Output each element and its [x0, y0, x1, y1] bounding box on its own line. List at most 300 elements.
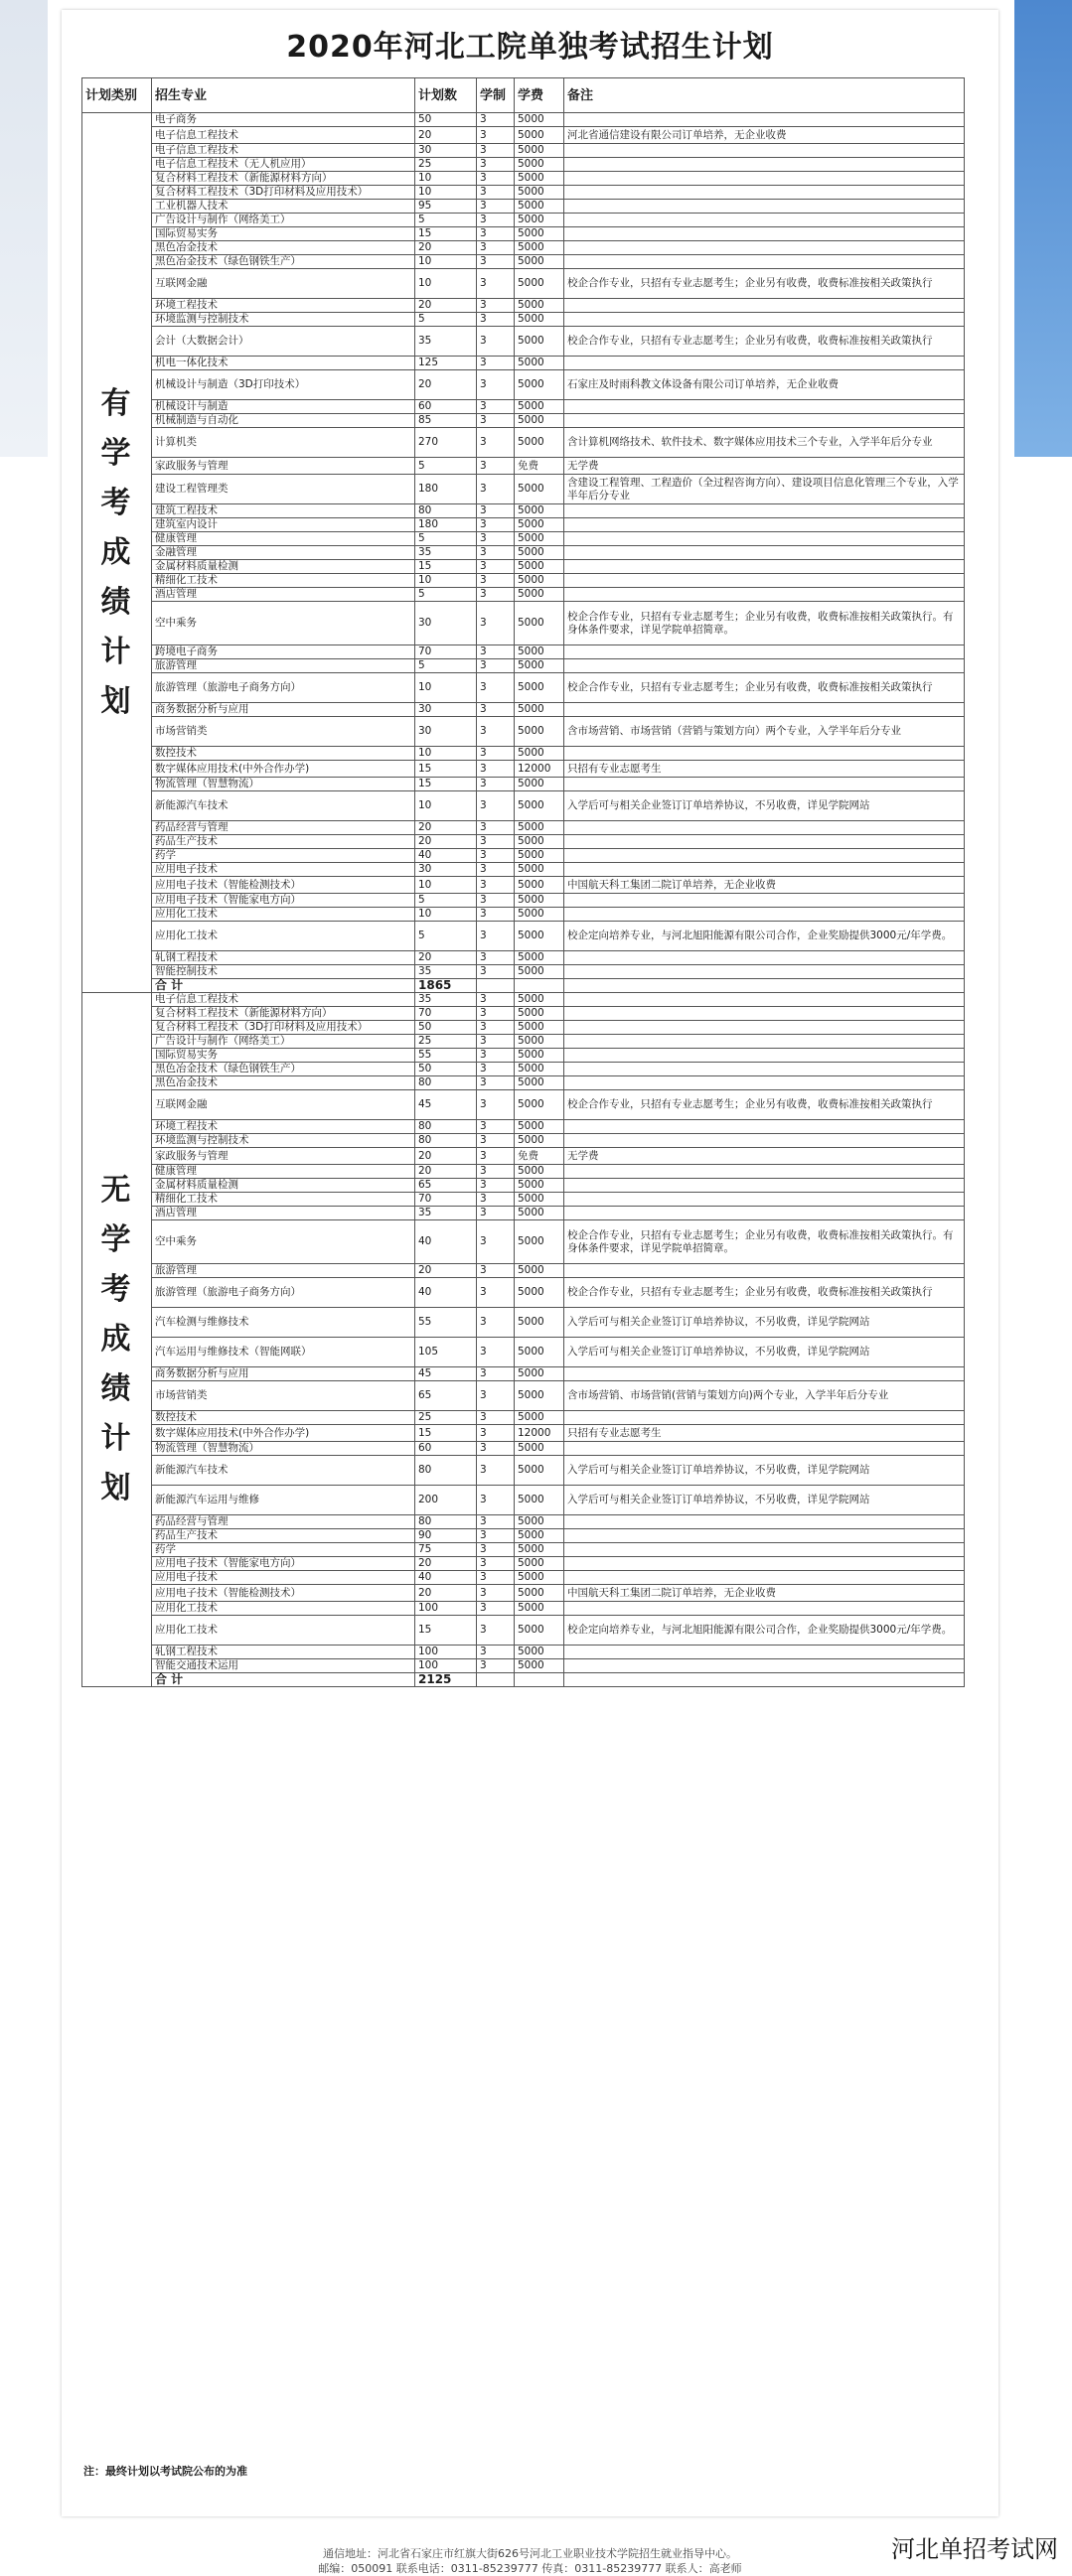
- remark-cell: 校企合作专业，只招有专业志愿考生；企业另有收费，收费标准按相关政策执行: [564, 269, 965, 299]
- duration-cell: 3: [477, 313, 515, 327]
- duration-cell: 3: [477, 414, 515, 428]
- remark-cell: 入学后可与相关企业签订订单培养协议，不另收费，详见学院网站: [564, 1308, 965, 1338]
- major-cell: 物流管理（智慧物流）: [152, 1442, 415, 1456]
- tuition-cell: 5000: [515, 475, 564, 504]
- tuition-cell: 5000: [515, 518, 564, 532]
- table-row: [82, 1090, 965, 1120]
- quota-cell: 45: [415, 1090, 477, 1120]
- admission-plan-table: [81, 77, 965, 1687]
- major-cell: 商务数据分析与应用: [152, 1367, 415, 1381]
- major-cell: 金属材料质量检测: [152, 560, 415, 574]
- table-row: [82, 357, 965, 370]
- tuition-cell: 5000: [515, 327, 564, 357]
- table-row: [82, 1134, 965, 1148]
- remark-cell: 河北省通信建设有限公司订单培养，无企业收费: [564, 127, 965, 144]
- table-row: [82, 908, 965, 922]
- major-cell: 酒店管理: [152, 588, 415, 602]
- quota-cell: 35: [415, 327, 477, 357]
- major-cell: 应用化工技术: [152, 1616, 415, 1646]
- total-row: [82, 1673, 965, 1687]
- table-row: [82, 1585, 965, 1602]
- major-cell: 复合材料工程技术（新能源材料方向）: [152, 1007, 415, 1021]
- table-row: [82, 200, 965, 214]
- remark-cell: [564, 645, 965, 659]
- table-row: [82, 778, 965, 791]
- duration-cell: 3: [477, 1165, 515, 1179]
- quota-cell: 80: [415, 1120, 477, 1134]
- tuition-cell: 5000: [515, 1278, 564, 1308]
- remark-cell: [564, 1543, 965, 1557]
- contact-footer: [62, 2546, 998, 2576]
- major-cell: 电子信息工程技术: [152, 127, 415, 144]
- quota-cell: 15: [415, 560, 477, 574]
- major-cell: 机电一体化技术: [152, 357, 415, 370]
- table-row: [82, 127, 965, 144]
- quota-cell: 10: [415, 186, 477, 200]
- quota-cell: 55: [415, 1049, 477, 1063]
- table-row: [82, 214, 965, 227]
- quota-cell: 15: [415, 227, 477, 241]
- major-cell: 机械设计与制造（3D打印技术）: [152, 370, 415, 400]
- quota-cell: 20: [415, 1557, 477, 1571]
- remark-cell: [564, 1411, 965, 1425]
- tuition-cell: 5000: [515, 965, 564, 979]
- tuition-cell: 5000: [515, 574, 564, 588]
- major-cell: 金属材料质量检测: [152, 1179, 415, 1193]
- quota-cell: 5: [415, 588, 477, 602]
- duration-cell: 3: [477, 1134, 515, 1148]
- quota-cell: 30: [415, 717, 477, 747]
- empty-cell: [477, 1673, 515, 1687]
- quota-cell: 50: [415, 1021, 477, 1035]
- tuition-cell: 5000: [515, 993, 564, 1007]
- major-cell: 应用化工技术: [152, 1602, 415, 1616]
- tuition-cell: 5000: [515, 588, 564, 602]
- tuition-cell: 5000: [515, 1021, 564, 1035]
- table-row: [82, 1278, 965, 1308]
- duration-cell: 3: [477, 1381, 515, 1411]
- remark-cell: [564, 1063, 965, 1076]
- remark-cell: [564, 113, 965, 127]
- duration-cell: 3: [477, 269, 515, 299]
- table-row: [82, 965, 965, 979]
- quota-cell: 10: [415, 747, 477, 761]
- table-row: [82, 458, 965, 475]
- table-row: [82, 645, 965, 659]
- table-row: [82, 414, 965, 428]
- major-cell: 应用化工技术: [152, 922, 415, 951]
- tuition-cell: 5000: [515, 877, 564, 894]
- duration-cell: 3: [477, 791, 515, 821]
- duration-cell: 3: [477, 1659, 515, 1673]
- empty-cell: [564, 1673, 965, 1687]
- major-cell: 电子信息工程技术: [152, 144, 415, 158]
- tuition-cell: 12000: [515, 1425, 564, 1442]
- duration-cell: 3: [477, 1543, 515, 1557]
- remark-cell: 校企合作专业，只招有专业志愿考生；企业另有收费，收费标准按相关政策执行: [564, 1090, 965, 1120]
- duration-cell: 3: [477, 588, 515, 602]
- duration-cell: 3: [477, 518, 515, 532]
- duration-cell: 3: [477, 1515, 515, 1529]
- remark-cell: [564, 1659, 965, 1673]
- duration-cell: 3: [477, 357, 515, 370]
- major-cell: 药品生产技术: [152, 835, 415, 849]
- duration-cell: 3: [477, 645, 515, 659]
- remark-cell: [564, 1207, 965, 1220]
- quota-cell: 180: [415, 518, 477, 532]
- quota-cell: 10: [415, 908, 477, 922]
- major-cell: 互联网金融: [152, 1090, 415, 1120]
- quota-cell: 80: [415, 1456, 477, 1486]
- table-row: [82, 113, 965, 127]
- quota-cell: 5: [415, 532, 477, 546]
- quota-cell: 70: [415, 645, 477, 659]
- duration-cell: 3: [477, 532, 515, 546]
- quota-cell: 65: [415, 1179, 477, 1193]
- quota-cell: 5: [415, 922, 477, 951]
- duration-cell: 3: [477, 993, 515, 1007]
- major-cell: 广告设计与制作（网络美工）: [152, 1035, 415, 1049]
- quota-cell: 5: [415, 458, 477, 475]
- major-cell: 数控技术: [152, 747, 415, 761]
- remark-cell: [564, 1049, 965, 1063]
- major-cell: 商务数据分析与应用: [152, 703, 415, 717]
- duration-cell: 3: [477, 1308, 515, 1338]
- table-row: [82, 1442, 965, 1456]
- tuition-cell: 5000: [515, 778, 564, 791]
- major-cell: 新能源汽车技术: [152, 791, 415, 821]
- major-cell: 新能源汽车运用与维修: [152, 1486, 415, 1515]
- major-cell: 复合材料工程技术（3D打印材料及应用技术）: [152, 186, 415, 200]
- major-cell: 建设工程管理类: [152, 475, 415, 504]
- major-cell: 精细化工技术: [152, 574, 415, 588]
- remark-cell: [564, 186, 965, 200]
- remark-cell: [564, 1120, 965, 1134]
- tuition-cell: 5000: [515, 673, 564, 703]
- table-row: [82, 849, 965, 863]
- remark-cell: [564, 1571, 965, 1585]
- tuition-cell: 5000: [515, 357, 564, 370]
- major-cell: 会计（大数据会计）: [152, 327, 415, 357]
- quota-cell: 10: [415, 172, 477, 186]
- tuition-cell: 5000: [515, 1338, 564, 1367]
- table-row: [82, 1035, 965, 1049]
- major-cell: 药学: [152, 1543, 415, 1557]
- remark-cell: [564, 414, 965, 428]
- duration-cell: 3: [477, 1120, 515, 1134]
- table-row: [82, 158, 965, 172]
- plan-category-line: 考成: [100, 1272, 133, 1357]
- major-cell: 酒店管理: [152, 1207, 415, 1220]
- tuition-cell: 5000: [515, 127, 564, 144]
- remark-cell: [564, 532, 965, 546]
- plan-category-line: 考成: [100, 485, 133, 570]
- remark-cell: 入学后可与相关企业签订订单培养协议，不另收费，详见学院网站: [564, 1338, 965, 1367]
- major-cell: 互联网金融: [152, 269, 415, 299]
- remark-cell: [564, 200, 965, 214]
- major-cell: 工业机器人技术: [152, 200, 415, 214]
- major-cell: 旅游管理（旅游电子商务方向）: [152, 1278, 415, 1308]
- remark-cell: [564, 1646, 965, 1659]
- remark-cell: [564, 1134, 965, 1148]
- tuition-cell: 5000: [515, 1557, 564, 1571]
- tuition-cell: 5000: [515, 299, 564, 313]
- table-row: [82, 1486, 965, 1515]
- table-row: [82, 1179, 965, 1193]
- duration-cell: 3: [477, 1021, 515, 1035]
- table-row: [82, 241, 965, 255]
- quota-cell: 180: [415, 475, 477, 504]
- table-row: [82, 791, 965, 821]
- duration-cell: 3: [477, 560, 515, 574]
- major-cell: 家政服务与管理: [152, 1148, 415, 1165]
- remark-cell: 无学费: [564, 458, 965, 475]
- plan-category-line: 绩计: [100, 584, 133, 669]
- duration-cell: 3: [477, 127, 515, 144]
- tuition-cell: 免费: [515, 458, 564, 475]
- remark-cell: [564, 993, 965, 1007]
- remark-cell: [564, 1367, 965, 1381]
- major-cell: 空中乘务: [152, 602, 415, 645]
- quota-cell: 20: [415, 299, 477, 313]
- table-row: [82, 1049, 965, 1063]
- remark-cell: 校企合作专业，只招有专业志愿考生；企业另有收费，收费标准按相关政策执行: [564, 327, 965, 357]
- tuition-cell: 5000: [515, 1049, 564, 1063]
- major-cell: 黑色冶金技术: [152, 241, 415, 255]
- quota-cell: 10: [415, 673, 477, 703]
- major-cell: 国际贸易实务: [152, 1049, 415, 1063]
- duration-cell: 3: [477, 1090, 515, 1120]
- table-row: [82, 1646, 965, 1659]
- major-cell: 计算机类: [152, 428, 415, 458]
- major-cell: 空中乘务: [152, 1220, 415, 1264]
- table-row: [82, 1616, 965, 1646]
- remark-cell: 校企合作专业，只招有专业志愿考生；企业另有收费，收费标准按相关政策执行: [564, 673, 965, 703]
- tuition-cell: 5000: [515, 1442, 564, 1456]
- major-cell: 应用电子技术: [152, 1571, 415, 1585]
- quota-cell: 30: [415, 602, 477, 645]
- quota-cell: 5: [415, 313, 477, 327]
- tuition-cell: 5000: [515, 717, 564, 747]
- table-row: [82, 1021, 965, 1035]
- major-cell: 应用电子技术（智能检测技术）: [152, 1585, 415, 1602]
- duration-cell: 3: [477, 1602, 515, 1616]
- quota-cell: 10: [415, 574, 477, 588]
- quota-cell: 15: [415, 1616, 477, 1646]
- quota-cell: 40: [415, 1278, 477, 1308]
- tuition-cell: 5000: [515, 504, 564, 518]
- table-row: [82, 504, 965, 518]
- footer-address: 通信地址：河北省石家庄市红旗大街626号河北工业职业技术学院招生就业指导中心。: [323, 2547, 737, 2560]
- remark-cell: [564, 172, 965, 186]
- remark-cell: [564, 313, 965, 327]
- tuition-cell: 5000: [515, 1035, 564, 1049]
- table-row: [82, 1456, 965, 1486]
- quota-cell: 45: [415, 1367, 477, 1381]
- tuition-cell: 5000: [515, 1456, 564, 1486]
- remark-cell: [564, 1179, 965, 1193]
- table-row: [82, 1338, 965, 1367]
- remark-cell: [564, 908, 965, 922]
- duration-cell: 3: [477, 761, 515, 778]
- duration-cell: 3: [477, 894, 515, 908]
- major-cell: 健康管理: [152, 532, 415, 546]
- remark-cell: 中国航天科工集团二院订单培养，无企业收费: [564, 877, 965, 894]
- quota-cell: 5: [415, 214, 477, 227]
- table-row: [82, 1193, 965, 1207]
- table-row: [82, 588, 965, 602]
- footnote: 注：最终计划以考试院公布的为准: [83, 2465, 247, 2478]
- duration-cell: 3: [477, 1264, 515, 1278]
- tuition-cell: 5000: [515, 849, 564, 863]
- remark-cell: [564, 659, 965, 673]
- table-row: [82, 659, 965, 673]
- major-cell: 新能源汽车技术: [152, 1456, 415, 1486]
- table-row: [82, 269, 965, 299]
- tuition-cell: 5000: [515, 1411, 564, 1425]
- quota-cell: 40: [415, 849, 477, 863]
- tuition-cell: 5000: [515, 1659, 564, 1673]
- major-cell: 汽车检测与维修技术: [152, 1308, 415, 1338]
- remark-cell: [564, 849, 965, 863]
- remark-cell: [564, 299, 965, 313]
- quota-cell: 15: [415, 778, 477, 791]
- table-row: [82, 894, 965, 908]
- duration-cell: 3: [477, 1557, 515, 1571]
- remark-cell: 校企定向培养专业，与河北旭阳能源有限公司合作，企业奖励提供3000元/年学费。: [564, 922, 965, 951]
- duration-cell: 3: [477, 1338, 515, 1367]
- quota-cell: 100: [415, 1659, 477, 1673]
- tuition-cell: 5000: [515, 546, 564, 560]
- table-row: [82, 1220, 965, 1264]
- duration-cell: 3: [477, 1007, 515, 1021]
- major-cell: 黑色冶金技术（绿色钢铁生产）: [152, 1063, 415, 1076]
- quota-cell: 25: [415, 1035, 477, 1049]
- major-cell: 环境工程技术: [152, 299, 415, 313]
- quota-cell: 20: [415, 370, 477, 400]
- table-row: [82, 1165, 965, 1179]
- column-header: 计划数: [415, 78, 477, 113]
- major-cell: 旅游管理: [152, 1264, 415, 1278]
- tuition-cell: 5000: [515, 1120, 564, 1134]
- tuition-cell: 5000: [515, 400, 564, 414]
- major-cell: 环境监测与控制技术: [152, 1134, 415, 1148]
- plan-category: [82, 993, 152, 1687]
- plan-category-line: 绩计: [100, 1371, 133, 1456]
- table-row: [82, 1602, 965, 1616]
- major-cell: 复合材料工程技术（新能源材料方向）: [152, 172, 415, 186]
- column-header: 学制: [477, 78, 515, 113]
- duration-cell: 3: [477, 1425, 515, 1442]
- duration-cell: 3: [477, 673, 515, 703]
- remark-cell: 含计算机网络技术、软件技术、数字媒体应用技术三个专业，入学半年后分专业: [564, 428, 965, 458]
- duration-cell: 3: [477, 1179, 515, 1193]
- remark-cell: [564, 144, 965, 158]
- quota-cell: 80: [415, 504, 477, 518]
- tuition-cell: 5000: [515, 144, 564, 158]
- table-row: [82, 1571, 965, 1585]
- tuition-cell: 5000: [515, 113, 564, 127]
- quota-cell: 100: [415, 1646, 477, 1659]
- duration-cell: 3: [477, 428, 515, 458]
- remark-cell: 校企合作专业，只招有专业志愿考生；企业另有收费，收费标准按相关政策执行。有身体条件要求，详见学院单招简章。: [564, 1220, 965, 1264]
- major-cell: 药品生产技术: [152, 1529, 415, 1543]
- tuition-cell: 5000: [515, 908, 564, 922]
- plan-category-line: 无学: [100, 1173, 133, 1257]
- duration-cell: 3: [477, 1529, 515, 1543]
- tuition-cell: 5000: [515, 1585, 564, 1602]
- tuition-cell: 12000: [515, 761, 564, 778]
- remark-cell: [564, 214, 965, 227]
- empty-cell: [515, 979, 564, 993]
- quota-cell: 20: [415, 1165, 477, 1179]
- major-cell: 轧钢工程技术: [152, 1646, 415, 1659]
- major-cell: 复合材料工程技术（3D打印材料及应用技术）: [152, 1021, 415, 1035]
- duration-cell: 3: [477, 821, 515, 835]
- duration-cell: 3: [477, 1049, 515, 1063]
- major-cell: 黑色冶金技术（绿色钢铁生产）: [152, 255, 415, 269]
- major-cell: 数字媒体应用技术(中外合作办学): [152, 1425, 415, 1442]
- quota-cell: 105: [415, 1338, 477, 1367]
- table-row: [82, 574, 965, 588]
- major-cell: 黑色冶金技术: [152, 1076, 415, 1090]
- table-row: [82, 560, 965, 574]
- quota-cell: 35: [415, 965, 477, 979]
- tuition-cell: 5000: [515, 1381, 564, 1411]
- remark-cell: 入学后可与相关企业签订订单培养协议，不另收费，详见学院网站: [564, 791, 965, 821]
- quota-cell: 15: [415, 761, 477, 778]
- quota-cell: 50: [415, 113, 477, 127]
- duration-cell: 3: [477, 1207, 515, 1220]
- table-body: [82, 113, 965, 1687]
- remark-cell: 石家庄及时雨科教文体设备有限公司订单培养，无企业收费: [564, 370, 965, 400]
- major-cell: 药品经营与管理: [152, 821, 415, 835]
- duration-cell: 3: [477, 158, 515, 172]
- tuition-cell: 5000: [515, 1179, 564, 1193]
- tuition-cell: 5000: [515, 158, 564, 172]
- tuition-cell: 5000: [515, 172, 564, 186]
- quota-cell: 60: [415, 400, 477, 414]
- quota-cell: 20: [415, 1585, 477, 1602]
- tuition-cell: 5000: [515, 1543, 564, 1557]
- quota-cell: 10: [415, 791, 477, 821]
- remark-cell: [564, 241, 965, 255]
- table-row: [82, 993, 965, 1007]
- quota-cell: 80: [415, 1076, 477, 1090]
- table-row: [82, 1007, 965, 1021]
- tuition-cell: 5000: [515, 645, 564, 659]
- tuition-cell: 5000: [515, 1264, 564, 1278]
- remark-cell: [564, 703, 965, 717]
- table-row: [82, 863, 965, 877]
- quota-cell: 20: [415, 241, 477, 255]
- empty-cell: [477, 979, 515, 993]
- site-watermark: 河北单招考试网: [891, 2535, 1058, 2563]
- duration-cell: 3: [477, 1220, 515, 1264]
- duration-cell: 3: [477, 602, 515, 645]
- major-cell: 旅游管理（旅游电子商务方向）: [152, 673, 415, 703]
- duration-cell: 3: [477, 1456, 515, 1486]
- column-header: 招生专业: [152, 78, 415, 113]
- table-row: [82, 1381, 965, 1411]
- table-row: [82, 546, 965, 560]
- remark-cell: 校企定向培养专业，与河北旭阳能源有限公司合作，企业奖励提供3000元/年学费。: [564, 1616, 965, 1646]
- duration-cell: 3: [477, 1585, 515, 1602]
- quota-cell: 5: [415, 894, 477, 908]
- remark-cell: [564, 965, 965, 979]
- duration-cell: 3: [477, 747, 515, 761]
- major-cell: 市场营销类: [152, 717, 415, 747]
